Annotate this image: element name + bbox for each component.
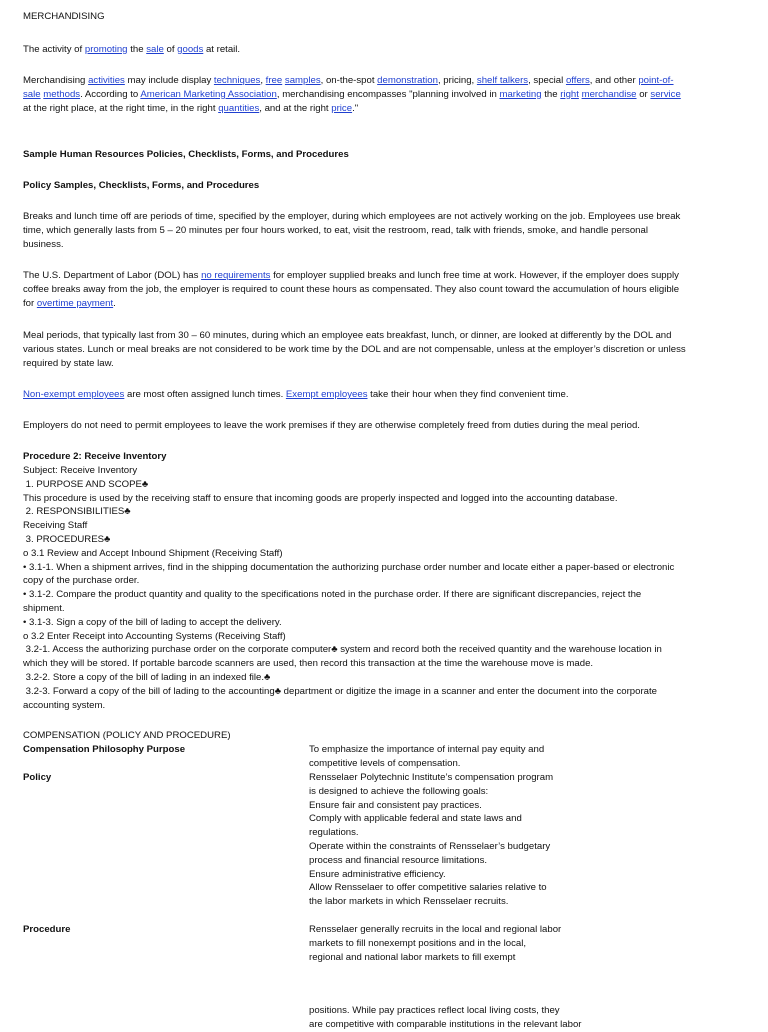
link-techniques[interactable]: techniques: [213, 75, 261, 86]
link-marketing[interactable]: marketing: [499, 88, 542, 100]
meal-paragraph: Meal periods, that typically last from 30 – 60 minutes, during which an employee eats breakfast, lunch, or dinner, are looked at differently by the DOL and various states. Lunch or meal breaks are not considered to be work time by the DOL and are not compensable, unless at the employer’s discretion or unless required by state law.: [23, 330, 686, 369]
procedure-line: 3. PROCEDURES♣: [23, 533, 111, 545]
link-sale[interactable]: sale: [23, 88, 41, 100]
procedure-line: accounting system.: [23, 699, 106, 711]
comp-row-label: Policy: [23, 772, 52, 783]
link-non-exempt-employees[interactable]: Non-exempt employees: [23, 389, 125, 400]
comp-text-line: Comply with applicable federal and state laws and: [309, 813, 522, 825]
procedure-line: 3.2-2. Store a copy of the bill of lading in an indexed file.♣: [23, 671, 271, 683]
procedure-line: 2. RESPONSIBILITIES♣: [23, 506, 131, 518]
comp-text-line: the labor markets in which Rensselaer recruits.: [309, 896, 509, 908]
procedure-line: 1. PURPOSE AND SCOPE♣: [23, 478, 149, 490]
procedure-line: • 3.1-2. Compare the product quantity and quality to the specifications noted in the purchase order. If there are significant discrepancies, reject the: [23, 589, 642, 601]
continuation-text: [309, 1004, 599, 1032]
link-american-marketing-association[interactable]: American Marketing Association: [140, 88, 277, 100]
premises-paragraph: Employers do not need to permit employees to leave the work premises if they are otherwise completely freed from duties during the meal period.: [23, 420, 640, 431]
continuation-line: positions. While pay practices reflect local living costs, they: [309, 1005, 560, 1016]
procedure-line: o 3.1 Review and Accept Inbound Shipment (Receiving Staff): [23, 547, 283, 559]
link-shelf-talkers[interactable]: shelf talkers: [476, 75, 529, 86]
link-no-requirements[interactable]: no requirements: [201, 270, 271, 281]
hr-section-title: Sample Human Resources Policies, Checklists, Forms, and Procedures: [23, 149, 349, 160]
comp-row-text: [309, 771, 599, 909]
comp-text-line: Operate within the constraints of Rensselaer’s budgetary: [309, 840, 551, 852]
merch-paragraph: Merchandising activities may include display techniques, free samples, on-the-spot demonstration, pricing, shelf talkers, special offers, and other point-of- sale methods. According to American Marketing Association, merchandising encompasses "planning involved in marketing the right merchandise or service at the right place, at the right time, in the right quantities, and at the right price.": [23, 75, 681, 114]
link-offers[interactable]: offers: [565, 75, 590, 86]
procedure-line: which they will be stored. If portable barcode scanners are used, then record this transaction at the time the warehouse move is made.: [23, 658, 594, 670]
procedure-line: copy of the purchase order.: [23, 575, 140, 587]
procedure-line: 3.2-3. Forward a copy of the bill of lading to the accounting♣ department or digitize the image in a scanner and enter the document into the corporate: [23, 685, 657, 697]
comp-text-line: Allow Rensselaer to offer competitive salaries relative to: [309, 882, 547, 894]
procedure-line: Subject: Receive Inventory: [23, 465, 138, 476]
comp-row-label: Compensation Philosophy Purpose: [23, 744, 186, 755]
comp-text-line: Ensure fair and consistent pay practices.: [309, 799, 482, 811]
breaks-paragraph: Breaks and lunch time off are periods of time, specified by the employer, during which employees are not actively working on the job. Employees use break time, which generally lasts from 5 – 20 minutes per four hours worked, to eat, visit the restroom, read, talk with friends, smoke, and handle personal business.: [23, 211, 681, 250]
link-methods[interactable]: methods: [43, 88, 81, 100]
link-promoting[interactable]: promoting: [84, 44, 128, 55]
comp-text-line: competitive levels of compensation.: [309, 757, 461, 769]
comp-text-line: To emphasize the importance of internal pay equity and: [309, 744, 545, 755]
link-service[interactable]: service: [650, 88, 681, 100]
procedure-line: Receiving Staff: [23, 520, 88, 532]
continuation-line: are competitive with comparable institutions in the relevant labor: [309, 1018, 582, 1030]
procedure-line: This procedure is used by the receiving staff to ensure that incoming goods are properly inspected and logged into the accounting database.: [23, 492, 618, 504]
link-exempt-employees[interactable]: Exempt employees: [285, 389, 368, 400]
procedure-body: [23, 464, 743, 712]
policy-section-title: Policy Samples, Checklists, Forms, and Procedures: [23, 180, 260, 191]
comp-row-text: [309, 743, 599, 771]
comp-text-line: regulations.: [309, 827, 359, 839]
link-price[interactable]: price: [331, 102, 353, 114]
comp-text-line: process and financial resource limitations.: [309, 854, 488, 866]
comp-row-label: Procedure: [23, 924, 71, 935]
procedure-line: 3.2-1. Access the authorizing purchase order on the corporate computer♣ system and record both the received quantity and the warehouse location in: [23, 644, 662, 656]
link-activities[interactable]: activities: [88, 75, 125, 86]
comp-text-line: Rensselaer Polytechnic Institute’s compensation program: [309, 772, 554, 783]
comp-text-line: markets to fill nonexempt positions and in the local,: [309, 937, 527, 949]
link-free[interactable]: free: [265, 75, 283, 86]
procedure-title: Procedure 2: Receive Inventory: [23, 451, 167, 462]
procedure-line: • 3.1-3. Sign a copy of the bill of lading to accept the delivery.: [23, 616, 282, 628]
exempt-paragraph: Non-exempt employees are most often assigned lunch times. Exempt employees take their hour when they find convenient time.: [23, 389, 569, 400]
procedure-line: shipment.: [23, 602, 65, 614]
comp-text-line: Ensure administrative efficiency.: [309, 868, 446, 880]
dol-paragraph: The U.S. Department of Labor (DOL) has no requirements for employer supplied breaks and lunch free time at work. However, if the employer does supply coffee breaks away from the job, the employer is required to count these hours as compensated. They also count toward the accumulation of hours eligible for overtime payment.: [23, 270, 680, 309]
link-merchandise[interactable]: merchandise: [581, 88, 637, 100]
link-right[interactable]: right: [560, 88, 579, 100]
comp-text-line: Rensselaer generally recruits in the local and regional labor: [309, 924, 562, 935]
procedure-line: o 3.2 Enter Receipt into Accounting Systems (Receiving Staff): [23, 630, 286, 642]
merch-definition: The activity of promoting the sale of goods at retail.: [23, 44, 241, 55]
link-point-of[interactable]: point-of-: [638, 75, 674, 86]
link-goods[interactable]: goods: [177, 44, 204, 55]
page-heading: MERCHANDISING: [23, 11, 105, 22]
link-samples[interactable]: samples: [284, 75, 321, 86]
link-overtime-payment[interactable]: overtime payment: [36, 297, 114, 309]
link-quantities[interactable]: quantities: [218, 102, 260, 114]
comp-text-line: regional and national labor markets to fill exempt: [309, 951, 516, 963]
procedure-line: • 3.1-1. When a shipment arrives, find in the shipping documentation the authorizing purchase order number and locate either a paper-based or electronic: [23, 561, 675, 573]
compensation-heading: COMPENSATION (POLICY AND PROCEDURE): [23, 730, 231, 741]
link-sale[interactable]: sale: [146, 44, 164, 55]
comp-row-text: [309, 923, 599, 964]
link-demonstration[interactable]: demonstration: [377, 75, 438, 86]
comp-text-line: is designed to achieve the following goals:: [309, 785, 489, 797]
